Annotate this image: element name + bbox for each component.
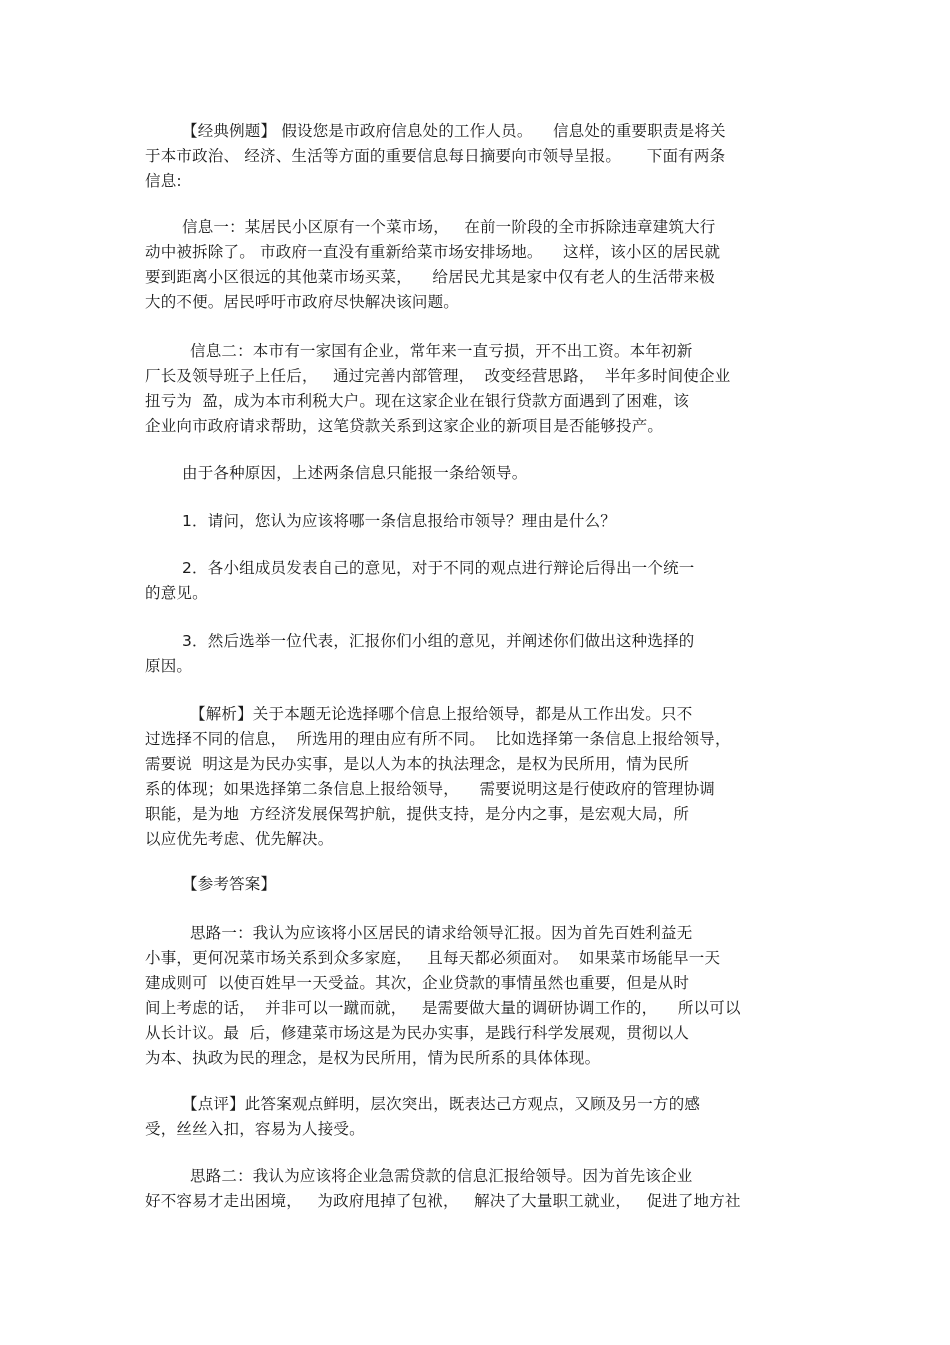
info2-line-1: 信息二：本市有一家国有企业，常年来一直亏损，开不出工资。本年初新 <box>190 342 693 360</box>
info1-line-2: 动中被拆除了。 市政府一直没有重新给菜市场安排场地。 这样，该小区的居民就 <box>145 243 721 261</box>
question-2-line-2: 的意见。 <box>145 584 208 602</box>
idea2-line-1: 思路二：我认为应该将企业急需贷款的信息汇报给领导。因为首先该企业 <box>190 1167 693 1185</box>
analysis-line-4: 系的体现；如果选择第二条信息上报给领导， 需要说明这是行使政府的管理协调 <box>145 780 716 798</box>
question-3-line-2: 原因。 <box>145 657 193 675</box>
info1-line-3: 要到距离小区很远的其他菜市场买菜， 给居民尤其是家中仅有老人的生活带来极 <box>145 268 716 286</box>
analysis-line-2: 过选择不同的信息， 所选用的理由应有所不同。 比如选择第一条信息上报给领导， <box>145 730 731 748</box>
analysis-line-5: 职能，是为地 方经济发展保驾护航，提供支持，是分内之事，是宏观大局，所 <box>145 805 690 823</box>
idea1-line-3: 建成则可 以使百姓早一天受益。其次，企业贷款的事情虽然也重要，但是从时 <box>145 974 690 992</box>
idea1-line-6: 为本、执政为民的理念，是权为民所用，情为民所系的具体体现。 <box>145 1049 601 1067</box>
example-line-3: 信息: <box>145 172 182 190</box>
idea2-line-2: 好不容易才走出困境， 为政府甩掉了包袱， 解决了大量职工就业， 促进了地方社 <box>145 1192 741 1210</box>
info2-line-2: 厂长及领导班子上任后， 通过完善内部管理， 改变经营思路， 半年多时间使企业 <box>145 367 731 385</box>
constraint-text: 由于各种原因，上述两条信息只能报一条给领导。 <box>182 464 528 482</box>
info2-line-3: 扭亏为 盈，成为本市利税大户。现在这家企业在银行贷款方面遇到了困难，该 <box>145 392 690 410</box>
idea1-line-4: 间上考虑的话， 并非可以一蹴而就， 是需要做大量的调研协调工作的， 所以可以 <box>145 999 741 1017</box>
info1-line-4: 大的不便。居民呼吁市政府尽快解决该问题。 <box>145 293 460 311</box>
comment-line-2: 受，丝丝入扣，容易为人接受。 <box>145 1120 365 1138</box>
analysis-line-1: 【解析】关于本题无论选择哪个信息上报给领导，都是从工作出发。只不 <box>190 705 693 723</box>
idea1-line-5: 从长计议。最 后，修建菜市场这是为民办实事，是践行科学发展观，贯彻以人 <box>145 1024 690 1042</box>
example-line-1: 【经典例题】 假设您是市政府信息处的工作人员。 信息处的重要职责是将关 <box>182 122 726 140</box>
analysis-line-6: 以应优先考虑、优先解决。 <box>145 830 334 848</box>
analysis-line-3: 需要说 明这是为民办实事，是以人为本的执法理念，是权为民所用，情为民所 <box>145 755 690 773</box>
comment-line-1: 【点评】此答案观点鲜明，层次突出，既表达己方观点，又顾及另一方的感 <box>182 1095 701 1113</box>
idea1-line-2: 小事，更何况菜市场关系到众多家庭， 且每天都必须面对。 如果菜市场能早一天 <box>145 949 721 967</box>
question-2-line-1: 2．各小组成员发表自己的意见，对于不同的观点进行辩论后得出一个统一 <box>182 559 695 577</box>
example-line-2: 于本市政治、 经济、生活等方面的重要信息每日摘要向市领导呈报。 下面有两条 <box>145 147 726 165</box>
answer-header: 【参考答案】 <box>182 875 277 893</box>
info2-line-4: 企业向市政府请求帮助，这笔贷款关系到这家企业的新项目是否能够投产。 <box>145 417 664 435</box>
question-1: 1．请问，您认为应该将哪一条信息报给市领导？理由是什么？ <box>182 512 616 530</box>
question-3-line-1: 3．然后选举一位代表，汇报你们小组的意见，并阐述你们做出这种选择的 <box>182 632 695 650</box>
info1-line-1: 信息一：某居民小区原有一个菜市场， 在前一阶段的全市拆除违章建筑大行 <box>182 218 716 236</box>
idea1-line-1: 思路一：我认为应该将小区居民的请求给领导汇报。因为首先百姓利益无 <box>190 924 693 942</box>
